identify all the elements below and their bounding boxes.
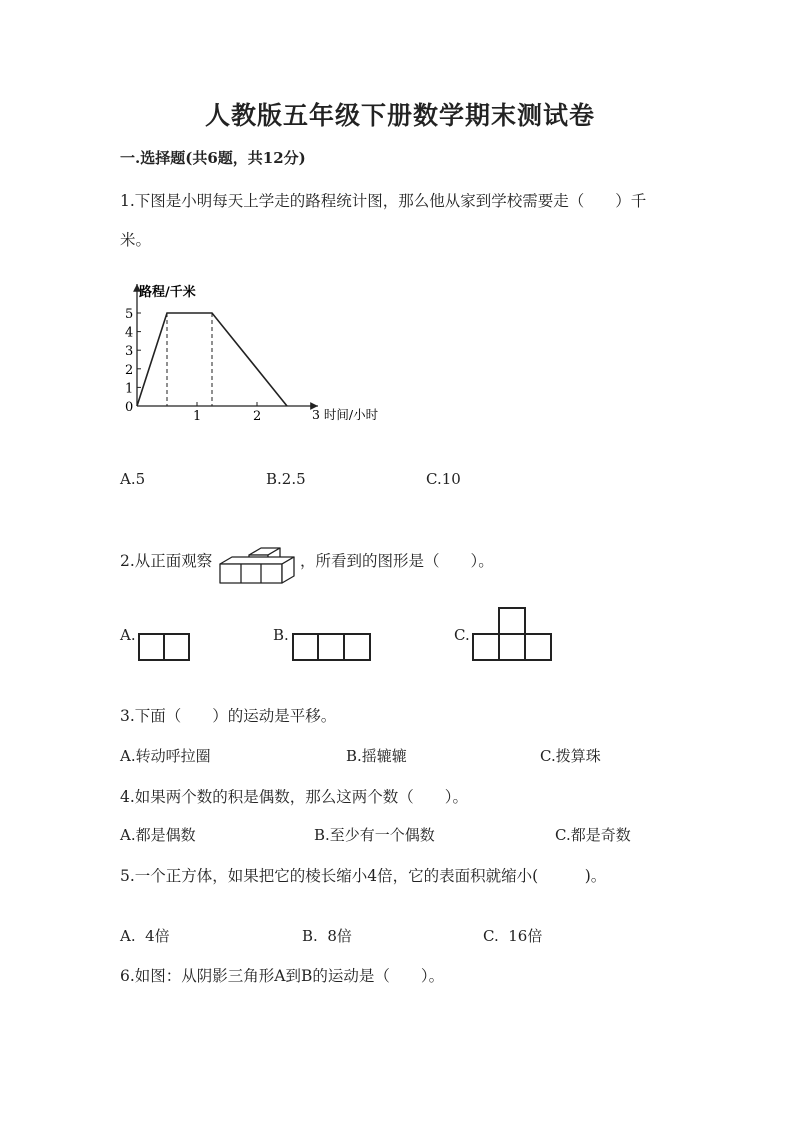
y-tick-label: 5 <box>125 307 134 322</box>
q3-option-b[interactable]: B.摇辘辘 <box>346 747 407 765</box>
q5-option-a[interactable]: A. 4倍 <box>120 927 170 945</box>
q4-option-b[interactable]: B.至少有一个偶数 <box>314 826 435 844</box>
y-tick-label: 2 <box>125 362 134 378</box>
q1-text-line1: 1.下图是小明每天上学走的路程统计图，那么他从家到学校需要走（ ）千 <box>120 192 647 210</box>
q4-option-a[interactable]: A.都是偶数 <box>120 826 196 844</box>
q1-text-line2: 米。 <box>120 231 152 249</box>
q4-text: 4.如果两个数的积是偶数，那么这两个数（ ）。 <box>120 788 469 806</box>
q2-suffix: ，所看到的图形是（ ）。 <box>300 552 494 570</box>
x-axis-label: 3 时间/小时 <box>312 407 379 422</box>
q1-option-c[interactable]: C.10 <box>426 470 461 488</box>
x-tick-label: 2 <box>253 409 262 424</box>
q3-option-c[interactable]: C.拨算珠 <box>540 747 601 765</box>
y-tick-label: 0 <box>125 400 134 415</box>
q4-option-c[interactable]: C.都是奇数 <box>555 826 631 844</box>
q5-option-c[interactable]: C. 16倍 <box>483 927 543 945</box>
y-tick-label: 4 <box>125 325 134 341</box>
q1-option-a[interactable]: A.5 <box>120 470 146 488</box>
y-tick-label: 3 <box>125 344 134 360</box>
y-axis-label: 路程/千米 <box>139 285 196 300</box>
q1-option-b[interactable]: B.2.5 <box>266 470 306 488</box>
q2-option-a-figure <box>138 633 192 663</box>
q6-text: 6.如图：从阴影三角形A到B的运动是（ ）。 <box>120 967 445 985</box>
x-tick-label: 1 <box>193 409 202 424</box>
q2-option-b-figure <box>292 633 372 663</box>
cube-stack-figure <box>216 546 296 586</box>
q2-option-b[interactable]: B. <box>273 626 289 644</box>
q3-option-a[interactable]: A.转动呼拉圈 <box>120 747 211 765</box>
page-title: 人教版五年级下册数学期末测试卷 <box>204 101 595 130</box>
q2-option-c-figure <box>472 607 554 663</box>
q2-option-a[interactable]: A. <box>120 626 136 644</box>
section-heading: 一.选择题(共6题，共12分) <box>120 149 306 167</box>
q5-option-b[interactable]: B. 8倍 <box>302 927 352 945</box>
q5-text: 5.一个正方体，如果把它的棱长缩小4倍，它的表面积就缩小( )。 <box>120 867 607 885</box>
q2-prefix: 2.从正面观察 <box>120 552 213 570</box>
distance-time-chart <box>110 276 420 426</box>
q2-option-c[interactable]: C. <box>454 626 470 644</box>
y-tick-label: 1 <box>125 381 134 397</box>
bottom-row-front <box>220 564 282 583</box>
q3-text: 3.下面（ ）的运动是平移。 <box>120 707 337 725</box>
